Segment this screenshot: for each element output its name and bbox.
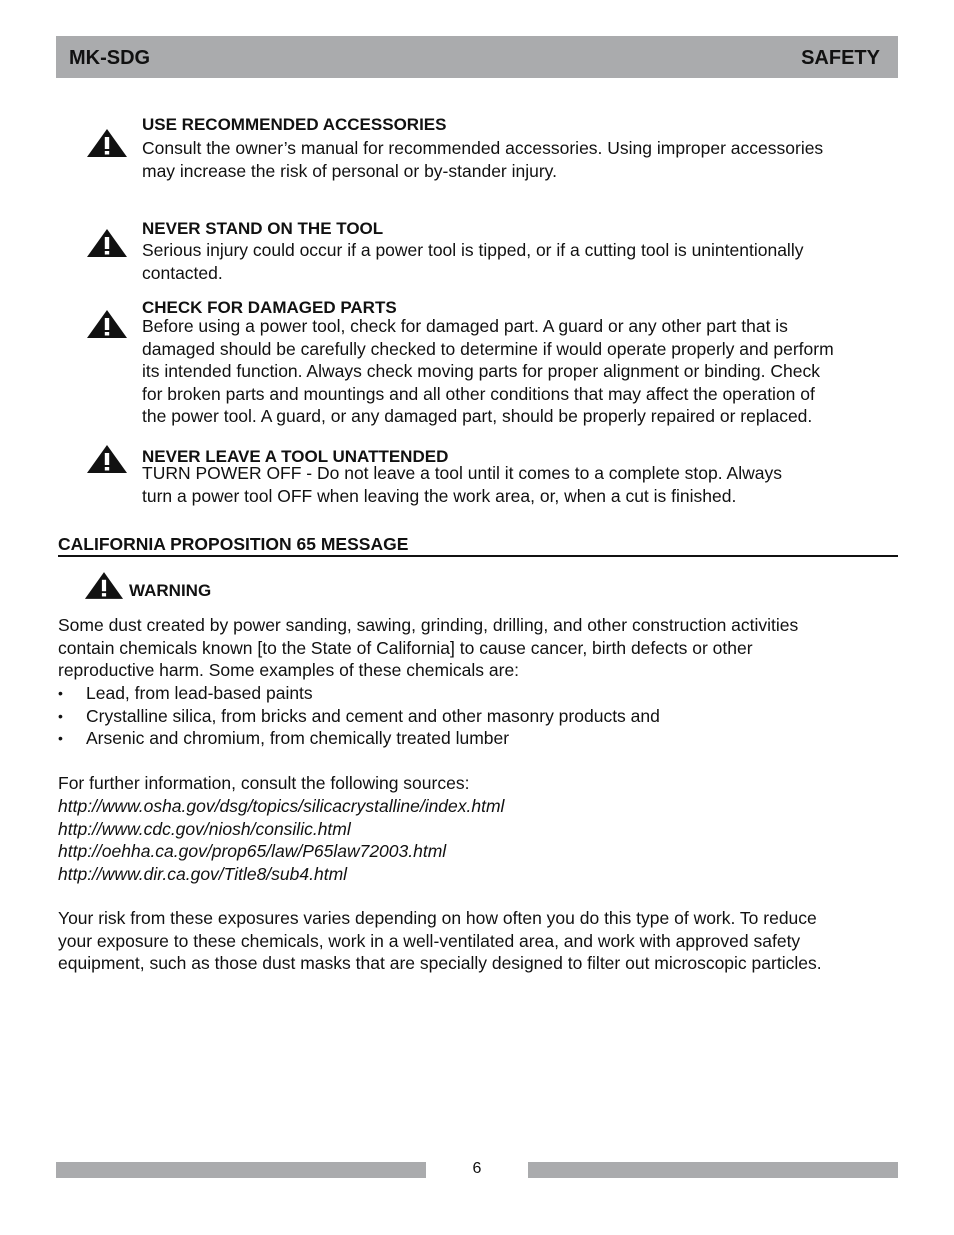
warning-label: WARNING [129, 581, 212, 600]
closing-line: your exposure to these chemicals, work in a well-ventilated area, and work with approved safety [58, 930, 801, 951]
body-line: TURN POWER OFF - Do not leave a tool until it comes to a complete stop. Always [142, 463, 782, 483]
section-name: SAFETY [801, 47, 880, 69]
chemical-list [58, 682, 896, 750]
warning-icon [86, 309, 128, 339]
body-line: may increase the risk of personal or by-stander injury. [142, 160, 557, 181]
body-line: damaged should be carefully checked to determine if would operate properly and perform [142, 338, 834, 359]
sources-intro: For further information, consult the following sources: [58, 773, 470, 793]
closing-line: Your risk from these exposures varies depending on how often you do this type of work. To reduce [58, 908, 817, 928]
intro-line: contain chemicals known [to the State of California] to cause cancer, birth defects or other [58, 637, 753, 658]
body-line: for broken parts and mountings and all other conditions that may affect the operation of [142, 383, 815, 404]
item-body [142, 462, 894, 507]
source-links [58, 795, 504, 885]
warning-icon [86, 444, 128, 474]
body-line: its intended function. Always check moving parts for proper alignment or binding. Check [142, 361, 820, 382]
warning-icon [86, 228, 128, 258]
intro-line: Some dust created by power sanding, sawing, grinding, drilling, and other construction activities [58, 615, 799, 635]
item-title: NEVER LEAVE A TOOL UNATTENDED [142, 447, 449, 466]
item-body [142, 239, 894, 284]
list-item: • Arsenic and chromium, from chemically treated lumber [58, 727, 896, 750]
item-body [142, 137, 894, 182]
item-title: NEVER STAND ON THE TOOL [142, 219, 384, 238]
body-line: the power tool. A guard, or any damaged part, should be properly repaired or replaced. [142, 406, 813, 427]
body-line: Before using a power tool, check for damaged part. A guard or any other part that is [142, 316, 788, 336]
warning-icon [86, 128, 128, 158]
list-item: • Lead, from lead-based paints [58, 682, 896, 705]
model-name: MK-SDG [69, 47, 151, 69]
item-title: USE RECOMMENDED ACCESSORIES [142, 115, 447, 134]
prop65-closing [58, 907, 896, 975]
header-bar [56, 36, 898, 78]
item-body [142, 315, 894, 428]
source-link[interactable]: http://oehha.ca.gov/prop65/law/P65law72003.html [58, 841, 447, 862]
body-line: Consult the owner’s manual for recommended accessories. Using improper accessories [142, 138, 824, 158]
prop65-heading [58, 534, 898, 557]
body-line: contacted. [142, 262, 223, 283]
source-link[interactable]: http://www.dir.ca.gov/Title8/sub4.html [58, 863, 348, 884]
warning-icon [84, 570, 124, 601]
footer-bar-right [528, 1162, 898, 1178]
source-link[interactable]: http://www.cdc.gov/niosh/consilic.html [58, 818, 351, 839]
prop65-heading-text: CALIFORNIA PROPOSITION 65 MESSAGE [58, 534, 409, 554]
item-title: CHECK FOR DAMAGED PARTS [142, 298, 397, 317]
prop65-intro [58, 614, 896, 682]
page-number: 6 [472, 1160, 482, 1177]
intro-line: reproductive harm. Some examples of these chemicals are: [58, 660, 520, 681]
closing-line: equipment, such as those dust masks that are specially designed to filter out microscopic particles. [58, 953, 822, 974]
body-line: Serious injury could occur if a power tool is tipped, or if a cutting tool is unintentionally [142, 240, 804, 260]
footer-bar-left [56, 1162, 426, 1178]
source-link[interactable]: http://www.osha.gov/dsg/topics/silicacrystalline/index.html [58, 796, 505, 816]
list-item: • Crystalline silica, from bricks and cement and other masonry products and [58, 705, 896, 728]
body-line: turn a power tool OFF when leaving the work area, or, when a cut is finished. [142, 485, 737, 506]
